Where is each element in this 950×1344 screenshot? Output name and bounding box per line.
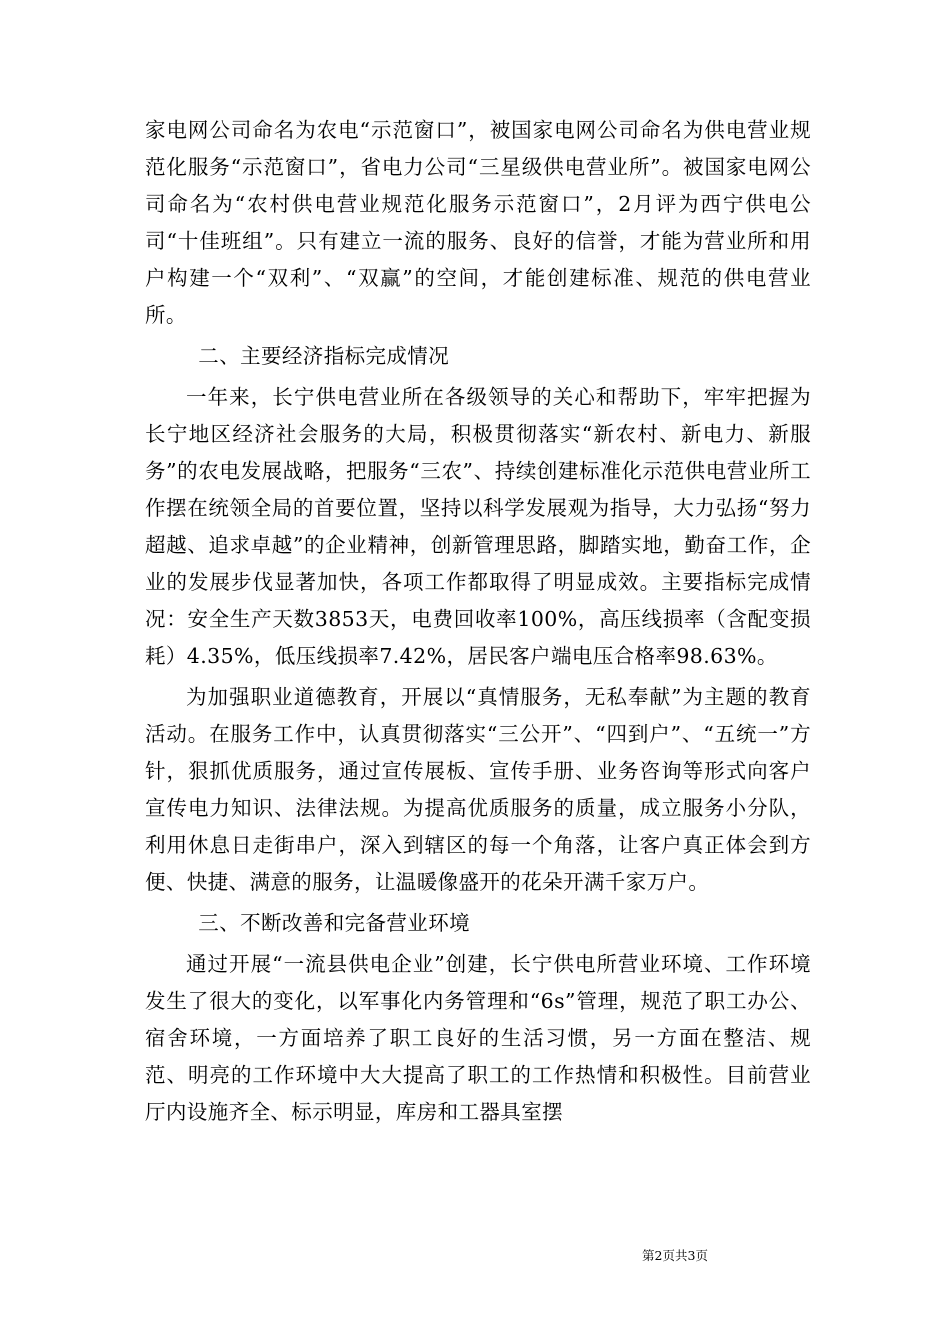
- paragraph-ethics-education: 为加强职业道德教育，开展以“真情服务，无私奉献”为主题的教育活动。在服务工作中，认真贯彻落实“三公开”、“四到户”、“五统一”方针，狠抓优质服务，通过宣传展板、宣传手册、业务咨询等形式向客户宣传电力知识、法律法规。为提高优质服务的质量，成立服务小分队，利用休息日走街串户，深入到辖区的每一个角落，让客户真正体会到方便、快捷、满意的服务，让温暖像盛开的花朵开满千家万户。: [145, 685, 811, 894]
- section-heading-economic-indicators: 二、主要经济指标完成情况: [198, 344, 450, 368]
- section-heading-business-environment: 三、不断改善和完备营业环境: [198, 911, 470, 935]
- paragraph-intro-continuation: 家电网公司命名为农电“示范窗口”，被国家电网公司命名为供电营业规范化服务“示范窗口”，省电力公司“三星级供电营业所”。被国家电网公司命名为“农村供电营业规范化服务示范窗口”，2月评为西宁供电公司“十佳班组”。只有建立一流的服务、良好的信誉，才能为营业所和用户构建一个“双利”、“双赢”的空间，才能创建标准、规范的供电营业所。: [145, 118, 811, 327]
- page-number-footer: 第2页共3页: [642, 1248, 708, 1263]
- paragraph-indicators: 一年来，长宁供电营业所在各级领导的关心和帮助下，牢牢把握为长宁地区经济社会服务的大局，积极贯彻落实“新农村、新电力、新服务”的农电发展战略，把服务“三农”、持续创建标准化示范供电营业所工作摆在统领全局的首要位置，坚持以科学发展观为指导，大力弘扬“努力超越、追求卓越”的企业精神，创新管理思路，脚踏实地，勤奋工作，企业的发展步伐显著加快，各项工作都取得了明显成效。主要指标完成情况：安全生产天数3853天，电费回收率100%，高压线损率（含配变损耗）4.35%，低压线损率7.42%，居民客户端电压合格率98.63%。: [145, 385, 811, 668]
- paragraph-environment: 通过开展“一流县供电企业”创建，长宁供电所营业环境、工作环境发生了很大的变化，以军事化内务管理和“6s”管理，规范了职工办公、宿舍环境，一方面培养了职工良好的生活习惯，另一方面在整洁、规范、明亮的工作环境中大大提高了职工的工作热情和积极性。目前营业厅内设施齐全、标示明显，库房和工器具室摆: [145, 952, 811, 1124]
- document-body: [145, 112, 811, 1131]
